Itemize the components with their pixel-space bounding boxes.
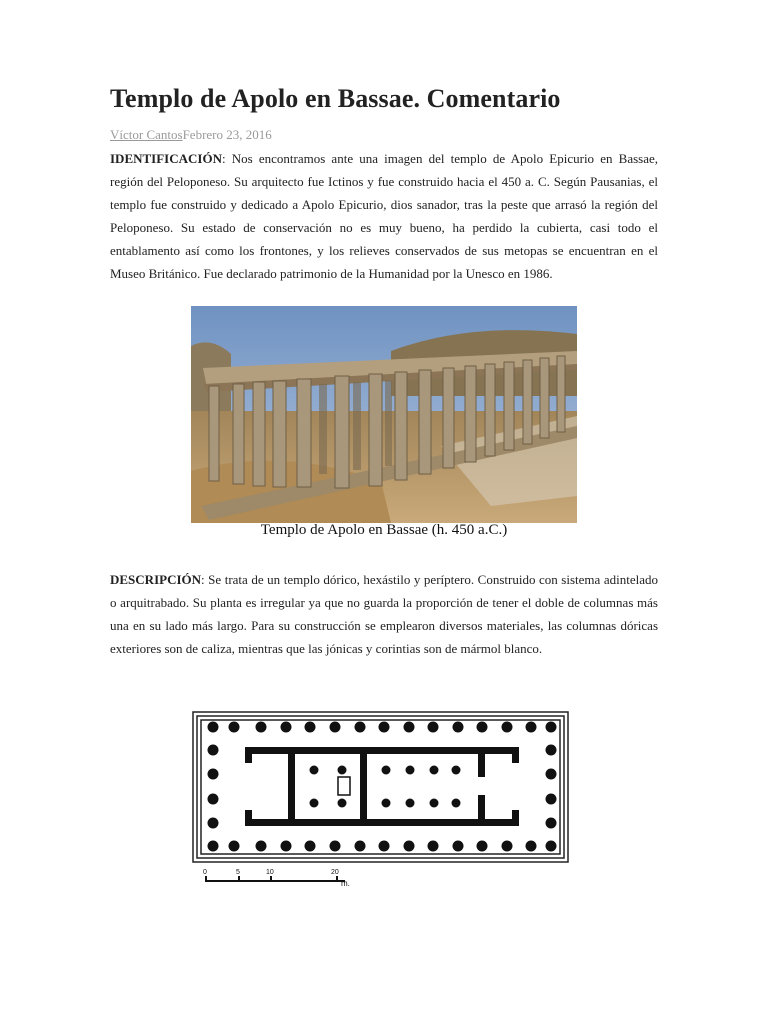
description-heading: DESCRIPCIÓN: [110, 572, 202, 587]
photo-caption: Templo de Apolo en Bassae (h. 450 a.C.): [260, 522, 508, 538]
publish-date: Febrero 23, 2016: [182, 127, 272, 142]
description-paragraph: [110, 568, 658, 660]
temple-photo: [191, 306, 577, 523]
article-meta: [110, 127, 272, 143]
scale-label-5: 5: [236, 869, 240, 876]
identification-paragraph: [110, 147, 658, 286]
identification-heading: IDENTIFICACIÓN: [110, 151, 222, 166]
author-link[interactable]: Víctor Cantos: [110, 127, 183, 142]
temple-photo-illustration: [191, 306, 577, 523]
article-title: Templo de Apolo en Bassae. Comentario: [110, 84, 561, 113]
scale-label-0: 0: [203, 869, 207, 876]
identification-text: : Nos encontramos ante una imagen del templo de Apolo Epicurio en Bassae, región del Peloponeso. Su arquitecto fue Ictinos y fue construido hacia el 450 a. C. Según Pausanias, el templo fue construido y dedicado a Apolo Epicurio, dios sanador, tras la peste que arrasó la región del Peloponeso. Su estado de conservación no es muy bueno, ha perdido la cubierta, casi todo el entablamento así como los frontones, y los relieves conservados de sus metopas se encuentran en el Museo Británico. Fue declarado patrimonio de la Humanidad por la Unesco en 1986.: [110, 151, 658, 282]
floor-plan-drawing: [178, 684, 578, 894]
scale-label-20: 20: [331, 869, 339, 876]
scale-unit: m.: [341, 879, 350, 888]
floor-plan: [178, 684, 578, 894]
description-text: : Se trata de un templo dórico, hexástilo y períptero. Construido con sistema adintelado o arquitrabado. Su planta es irregular ya que no guarda la proporción de tener el doble de columnas más una en su lado más largo. Para su construcción se emplearon diversos materiales, las columnas dóricas exteriores son de caliza, mientras que las jónicas y corintias son de mármol blanco.: [110, 572, 658, 657]
cult-statue-base: [338, 777, 350, 795]
scale-label-10: 10: [266, 869, 274, 876]
